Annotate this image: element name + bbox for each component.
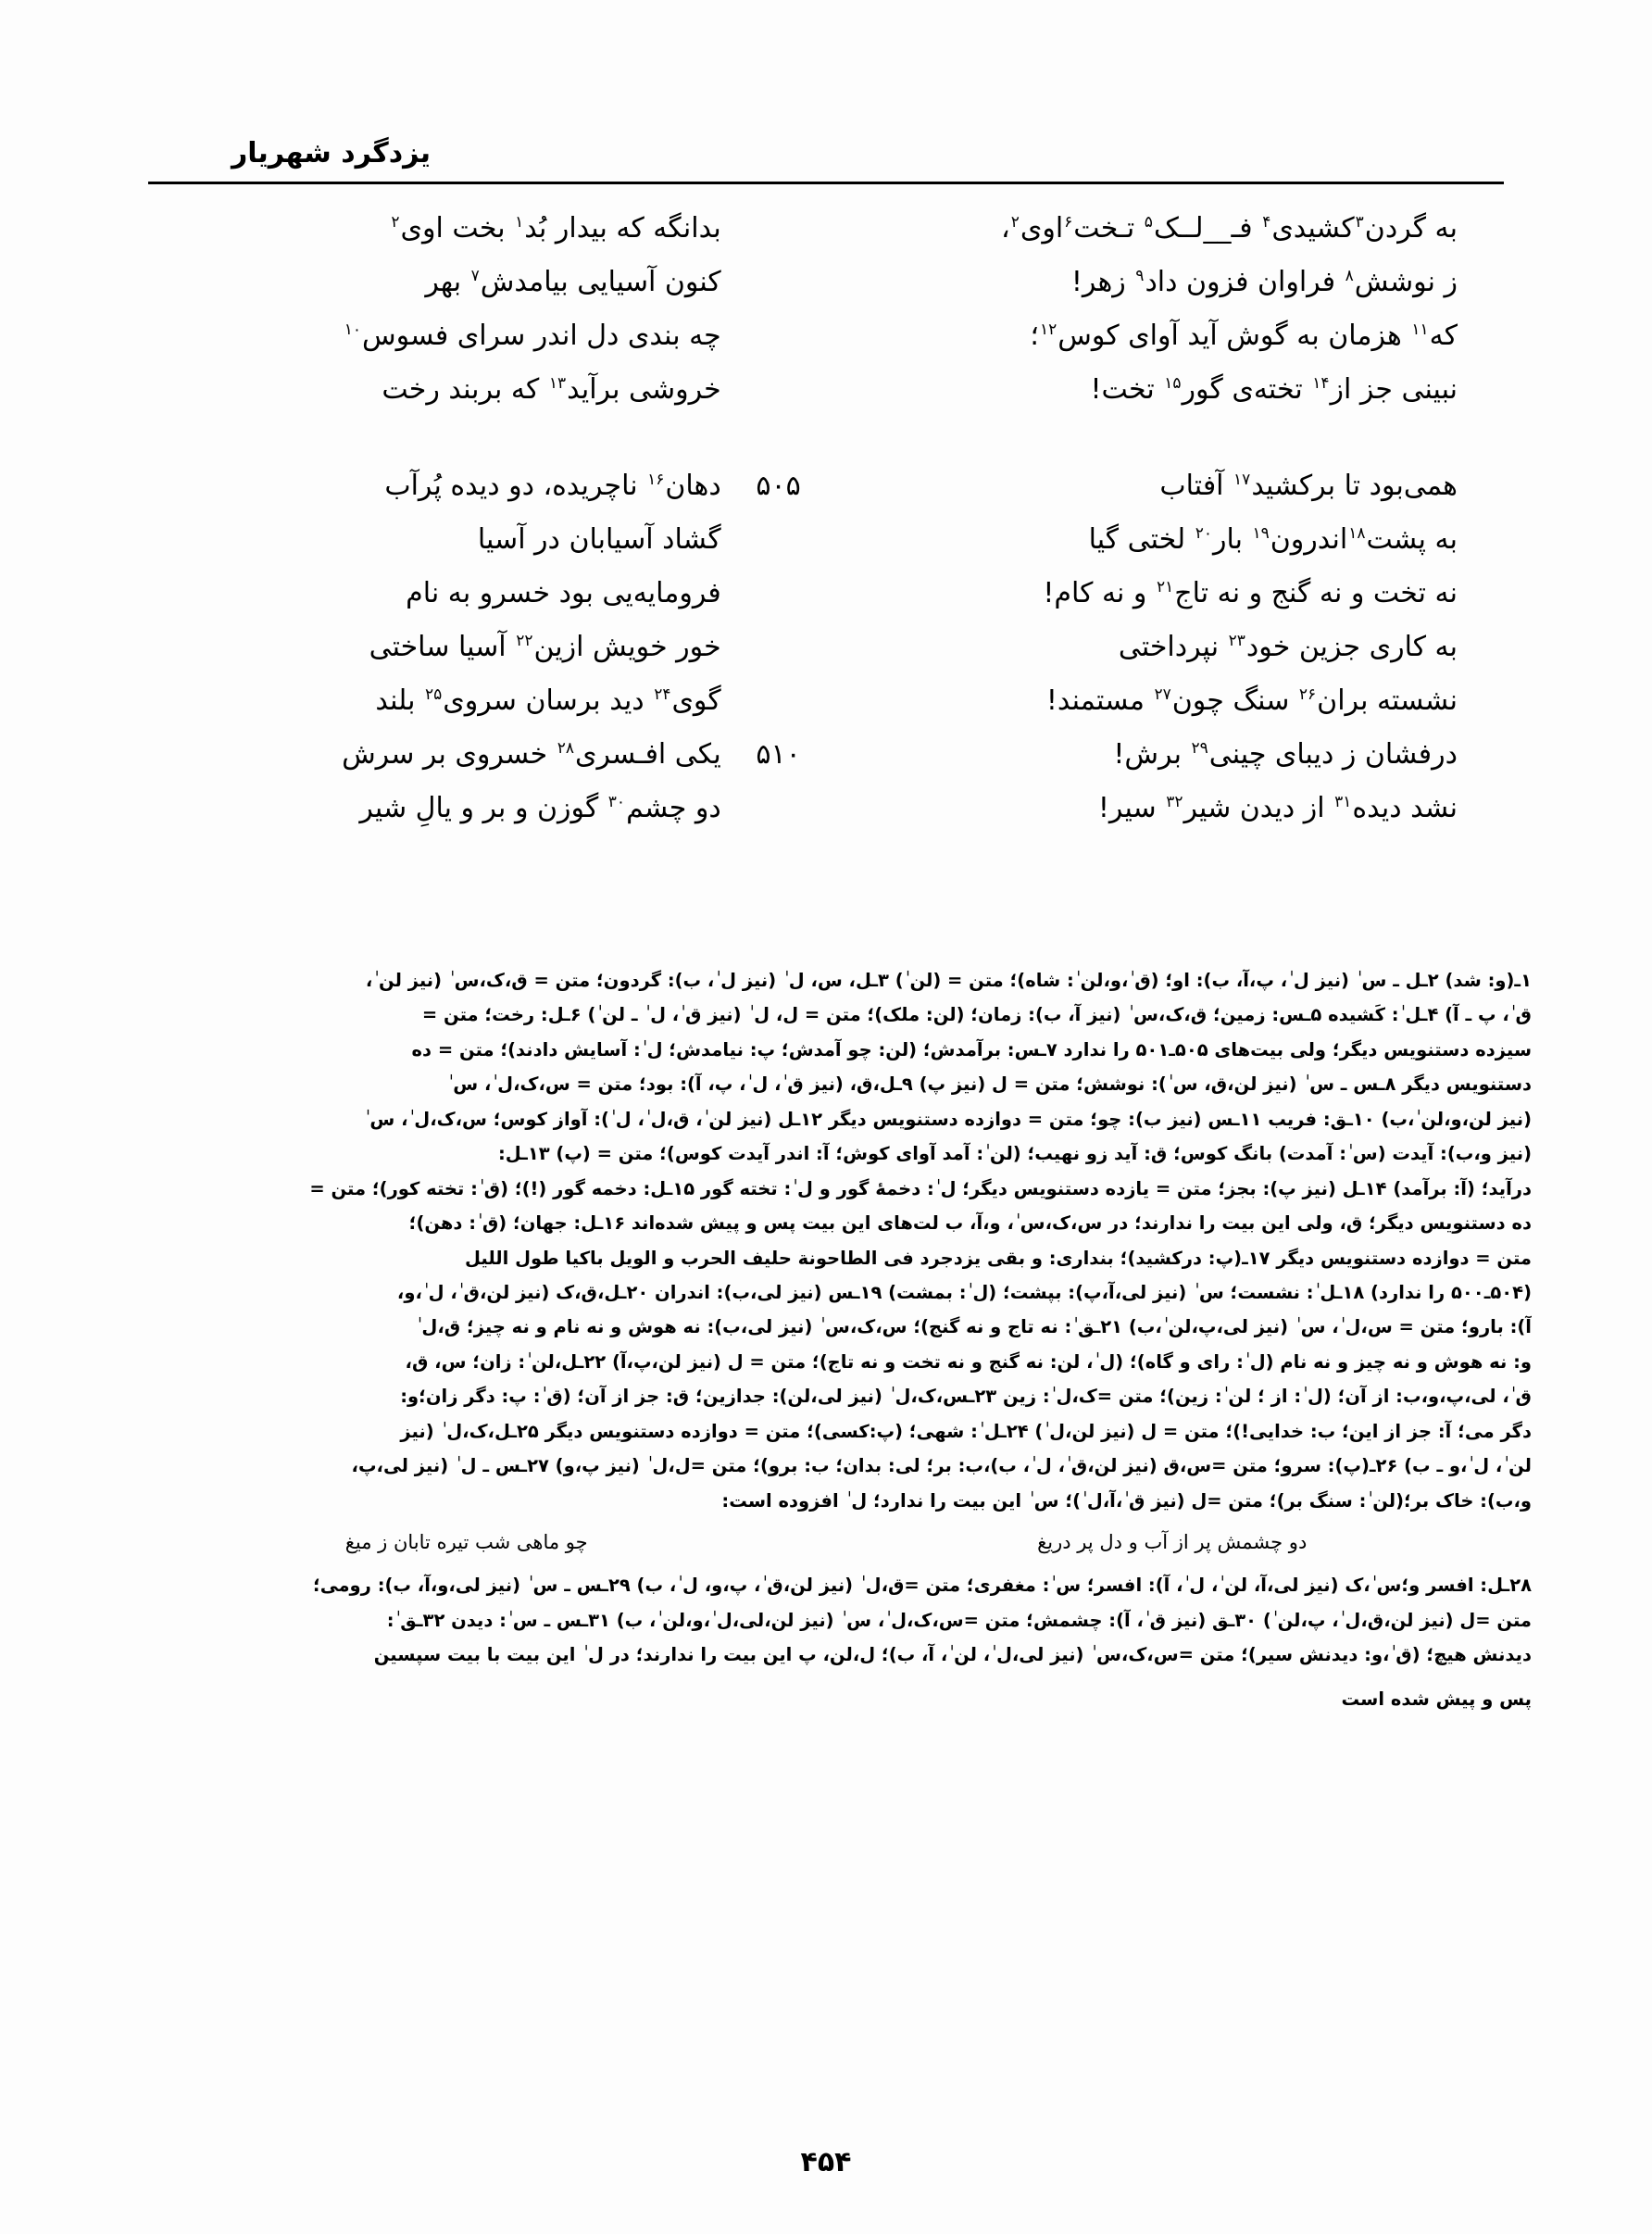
hemistich-second: ز نوشش$^۸$ فراوان فزون داد$^۹$ زهر! (1070, 266, 1458, 298)
hemistich-second: نشد دیده$^{۳۱}$ از دیدن شیر$^{۳۲}$ سیر! (1097, 792, 1458, 824)
footnote-marker: ۴ (1262, 213, 1271, 232)
verse-couplet (194, 738, 1458, 795)
apparatus-line: دیدنش هیچ؛ (ق ٰ،و: دیدنش سیر)؛ متن =س،ک،س ٰ (نیز لی،ل ٰ، لن ٰ، آ، ب)؛ ل،لن، پ این بیت را ندارند؛ در ل ٰ این بیت با بیت سپسین (373, 1644, 1532, 1666)
apparatus-line: (نیز و،ب): آیدت (س ٰ: آمدت) بانگ کوس؛ ق: آید زو نهیب؛ (لن ٰ: آمد آوای کوش؛ آ: اندر آیدت کوس)؛ متن = (پ) ۱۳ـل: (497, 1143, 1532, 1165)
footnote-marker: ۱۸ (1348, 524, 1366, 543)
header-rule-divider (148, 182, 1504, 184)
verse-couplet (194, 472, 1458, 526)
apparatus-line: دگر می؛ آ: جز از این؛ ب: خدایی!)؛ متن = ل (نیز لن،ل ٰ) ۲۴ـل ٰ: شهی؛ (پ:کسی)؛ متن = دوازده دستنویس دیگر ۲۵ـل،ک،ل ٰ (نیز (400, 1420, 1532, 1442)
hemistich-first: خور خویش ازین$^{۲۲}$ آسیا ساختی (369, 631, 721, 663)
verse-body (194, 212, 1458, 891)
apparatus-line: و،ب): خاک بر؛(لن ٰ: سنگ بر)؛ متن =ل (نیز ق ٰ،آ،ل ٰ)؛ س ٰ این بیت را ندارد؛ ل ٰ افزوده است: (721, 1489, 1532, 1512)
footnote-marker: ۱۶ (647, 471, 665, 489)
apparatus-line: درآید؛ (آ: برآمد) ۱۴ـل (نیز پ): بجز؛ متن = یازده دستنویس دیگر؛ ل ٰ: دخمهٔ گور و ل ٰ: تخته گور ۱۵ـل: دخمه گور (!)؛ (ق ٰ: تخته کور)؛ متن = (309, 1177, 1532, 1199)
hemistich-second: همی‌بود تا برکشید$^{۱۷}$ آفتاب (1159, 470, 1458, 502)
footnote-marker: ۲۸ (557, 739, 574, 758)
verse-number: ۵۰۵ (756, 470, 801, 502)
hemistich-second: به کاری جزین خود$^{۲۳}$ نپرداختی (1118, 631, 1458, 663)
hemistich-first: گوی$^{۲۴}$ دید برسان سروی$^{۲۵}$ بلند (375, 684, 721, 717)
footnote-marker: ۸ (1345, 267, 1354, 285)
footnote-marker: ۲۶ (1298, 685, 1317, 704)
verse-stanza (194, 472, 1458, 848)
verse-number: ۵۱۰ (756, 738, 801, 771)
apparatus-line: ق ٰ، لی،پ،و،ب: از آن؛ (ل ٰ: از ؛ لن ٰ: زین)؛ متن =ک،ل ٰ: زین ۲۳ـس،ک،ل ٰ (نیز لی،لن): جدازین؛ ق: جز از آن؛ (ق ٰ: پ: دگر زان؛و: (400, 1386, 1532, 1408)
apparatus-line: و: نه هوش و نه چیز و نه نام (ل ٰ: رای و گاه)؛ (ل ٰ، لن: نه گنج و نه تخت و نه تاج)؛ متن = ل (نیز لن،پ،آ) ۲۲ـل،لن ٰ: زان؛ س، ق، (405, 1350, 1532, 1373)
apparatus-line: آ): بارو؛ متن = س،ل ٰ، س ٰ (نیز لی،پ،لن ٰ،ب) ۲۱ـق ٰ: نه تاج و نه گنج)؛ س،ک،س ٰ (نیز لی،ب): نه هوش و نه نام و نه چیز؛ ق،ل ٰ (415, 1316, 1532, 1338)
apparatus-line: ۲۸ـل: افسر و؛س ٰ،ک (نیز لی،آ، لن ٰ، ل ٰ، آ): افسر؛ س ٰ: مغفری؛ متن =ق،ل ٰ (نیز لن،ق ٰ، پ،و، ل ٰ، ب) ۲۹ـس ـ س ٰ (نیز لی،و،آ، ب): رومی؛ (312, 1575, 1532, 1597)
footnote-marker: ۲ (1010, 213, 1020, 232)
verse-couplet (194, 523, 1458, 580)
hemistich-first: گشاد آسیابان در آسیا (477, 523, 721, 556)
apparatus-line: (نیز لن،و،لن ٰ،ب) ۱۰ـق: فریب ۱۱ـس (نیز ب): چو؛ متن = دوازده دستنویس دیگر ۱۲ـل (نیز لن ٰ، ق،ل ٰ، ل ٰ): آواز کوس؛ س،ک،ل ٰ، س ٰ (363, 1108, 1532, 1130)
hemistich-second: نبینی جز از$^{۱۴}$ تخته‌ی گور$^{۱۵}$ تخت! (1090, 373, 1458, 406)
footnote-marker: ۳۲ (1166, 793, 1183, 811)
verse-couplet (194, 577, 1458, 634)
footnote-marker: ۲۱ (1156, 578, 1174, 596)
apparatus-line: ق ٰ، پ ـ آ) ۴ـل ٰ: کَشیده ۵ـس: زمین؛ ق،ک،س ٰ (نیز آ، ب): زمان؛ (لن: ملک)؛ متن = ل، ل ٰ (نیز ق ٰ، ل ٰ ـ لن ٰ) ۶ـل: رخت؛ متن = (421, 1004, 1532, 1026)
apparatus-block-secondary (120, 1568, 1532, 1672)
hemistich-second: نشسته بران$^{۲۶}$ سنگ چون$^{۲۷}$ مستمند! (1045, 684, 1458, 717)
footnote-marker: ۲۴ (654, 685, 671, 704)
footnote-marker: ۳ (1355, 213, 1364, 232)
verse-couplet (194, 631, 1458, 687)
hemistich-first: بدانگه که بیدار بُد$^۱$ بخت اوی$^۲$ (391, 212, 721, 245)
apparatus-line: متن =ل (نیز لن،ق،ل ٰ، پ،لن ٰ) ۳۰ـق (نیز ق ٰ، آ): چشمش؛ متن =س،ک،ل ٰ، س ٰ (نیز لن،لی،ل ٰ،و،لن ٰ، ب) ۳۱ـس ـ س ٰ: دیدن ۳۲ـق ٰ: (386, 1609, 1532, 1631)
running-head-container (148, 137, 1504, 175)
footnote-marker: ۹ (1135, 267, 1145, 285)
apparatus-line: سیزده دستنویس دیگر؛ ولی بیت‌های ۵۰۵ـ۵۰۱ را ندارد ۷ـس: برآمدش؛ (لن: چو آمدش؛ پ: نیامدش؛ ل ٰ: آسایش دادند)؛ متن = ده (411, 1038, 1532, 1061)
footnote-marker: ۱۲ (1039, 320, 1058, 339)
verse-couplet (194, 322, 1458, 376)
footnote-marker: ۲۳ (1228, 632, 1245, 650)
footnote-marker: ۲ (391, 213, 400, 232)
footnote-marker: ۱۵ (1164, 374, 1182, 393)
hemistich-second: به پشت$^{۱۸}$اندرون$^{۱۹}$ بار$^{۲۰}$ لختی گیا (1088, 523, 1458, 556)
critical-apparatus (120, 963, 1532, 1716)
apparatus-block-primary (120, 963, 1532, 1518)
footnote-marker: ۱۴ (1312, 374, 1330, 393)
running-head-title: یزدگرد شهریار (232, 137, 432, 169)
hemistich-first: یکی افـسری$^{۲۸}$ خسروی بر سرش ۵۱۰ (342, 738, 801, 771)
footnote-marker: ۲۰ (1195, 524, 1212, 543)
apparatus-line: (۵۰۴ـ۵۰۰ را ندارد) ۱۸ـل ٰ: نشست؛ س ٰ (نیز لی،آ،پ): بپشت؛ (ل ٰ: بمشت) ۱۹ـس (نیز لی،ب): اندران ۲۰ـل،ق،ک (نیز لن،ق ٰ، ل ٰ،و، (396, 1281, 1532, 1303)
hemistich-first: دو چشم$^{۳۰}$ گوزن و بر و یالِ شیر (359, 792, 721, 824)
footnote-marker: ۱ (515, 213, 524, 232)
hemistich-second: که$^{۱۱}$ هزمان به گوش آید آوای کوس$^{۱۲}$؛ (1030, 320, 1458, 352)
footnote-marker: ۲۹ (1191, 739, 1208, 758)
apparatus-tail-note: پس و پیش شده است (1341, 1688, 1532, 1710)
inset-verse-hemistich-left: دو چشمش پر از آب و دل پر دریغ (1037, 1531, 1308, 1553)
folio-number: ۴۵۴ (800, 2146, 852, 2178)
hemistich-first: خروشی برآید$^{۱۳}$ که بربند رخت (382, 373, 721, 406)
footnote-marker: ۵ (1144, 213, 1153, 232)
hemistich-first: فرومایه‌یی بود خسرو به نام (406, 577, 721, 609)
footnote-marker: ۱۷ (1233, 471, 1251, 489)
footnote-marker: ۲۲ (516, 632, 533, 650)
footnote-marker: ۲۵ (424, 685, 443, 704)
footnote-marker: ۱۳ (548, 374, 567, 393)
verse-couplet (194, 266, 1458, 322)
apparatus-line: دستنویس دیگر ۸ـس ـ س ٰ (نیز لن،ق، س ٰ): نوشش؛ متن = ل (نیز پ) ۹ـل،ق، (نیز ق ٰ، ل ٰ، پ، آ): بود؛ متن = س،ک،ل ٰ، س ٰ (446, 1073, 1532, 1096)
verse-stanza (194, 212, 1458, 430)
apparatus-inset-verse (120, 1524, 1532, 1561)
inset-verse-hemistich-right: چو ماهی شب تیره تابان ز میغ (344, 1531, 588, 1553)
hemistich-second: درفشان ز دیبای چینی$^{۲۹}$ برش! (1113, 738, 1458, 771)
hemistich-first: دهان$^{۱۶}$ ناچریده، دو دیده پُرآب ۵۰۵ (384, 470, 801, 502)
footnote-marker: ۲۷ (1154, 685, 1171, 704)
hemistich-second: نه تخت و نه گنج و نه تاج$^{۲۱}$ و نه کام! (1043, 577, 1458, 609)
apparatus-line: لن ٰ، ل ٰ،و ـ ب) ۲۶ـ(پ): سرو؛ متن =س،ق (نیز لن،ق ٰ، ل ٰ، ب)،ب: بر؛ لی: بدان؛ ب: برو)؛ متن =ل،ل ٰ (نیز پ،و) ۲۷ـس ـ ل ٰ (نیز لی،پ، (351, 1455, 1532, 1477)
footnote-marker: ۶ (1064, 213, 1073, 232)
hemistich-second: به گردن$^۳$کشیدی$^۴$ فـ__لــک$^۵$ تـخت$^۶$اوی$^۲$، (1001, 212, 1458, 245)
footnote-marker: ۳۰ (607, 793, 626, 811)
verse-couplet (194, 792, 1458, 848)
apparatus-line: ۱ـ(و: شد) ۲ـل ـ س ٰ (نیز ل ٰ، پ،آ، ب): او؛ (ق ٰ،و،لن ٰ: شاه)؛ متن = (لن ٰ) ۳ـل، س، ل ٰ (نیز ل ٰ، ب): گردون؛ متن = ق،ک،س ٰ (نیز لن ٰ، (365, 970, 1532, 991)
footnote-marker: ۱۰ (344, 320, 361, 339)
verse-couplet (194, 373, 1458, 430)
verse-couplet (194, 684, 1458, 741)
hemistich-first: چه بندی دل اندر سرای فسوس$^{۱۰}$ (344, 320, 721, 352)
apparatus-line: ده دستنویس دیگر؛ ق، ولی این بیت را ندارند؛ در س،ک،س ٰ، و،آ، ب لت‌های این بیت پس و پیش شده‌اند ۱۶ـل: جهان؛ (ق ٰ: دهن)؛ (408, 1212, 1532, 1235)
footnote-marker: ۱۱ (1411, 320, 1429, 339)
footnote-marker: ۷ (470, 267, 480, 285)
footnote-marker: ۳۱ (1334, 793, 1352, 811)
verse-couplet (194, 212, 1458, 269)
apparatus-line: متن = دوازده دستنویس دیگر ۱۷ـ(پ: درکشید)؛ بنداری: و بقی یزدجرد فی الطاحونة حلیف الحرب و الویل باکیا طول اللیل (464, 1247, 1532, 1269)
footnote-marker: ۱۹ (1252, 524, 1270, 543)
hemistich-first: کنون آسیایی بیامدش$^۷$ بهر (425, 266, 721, 298)
